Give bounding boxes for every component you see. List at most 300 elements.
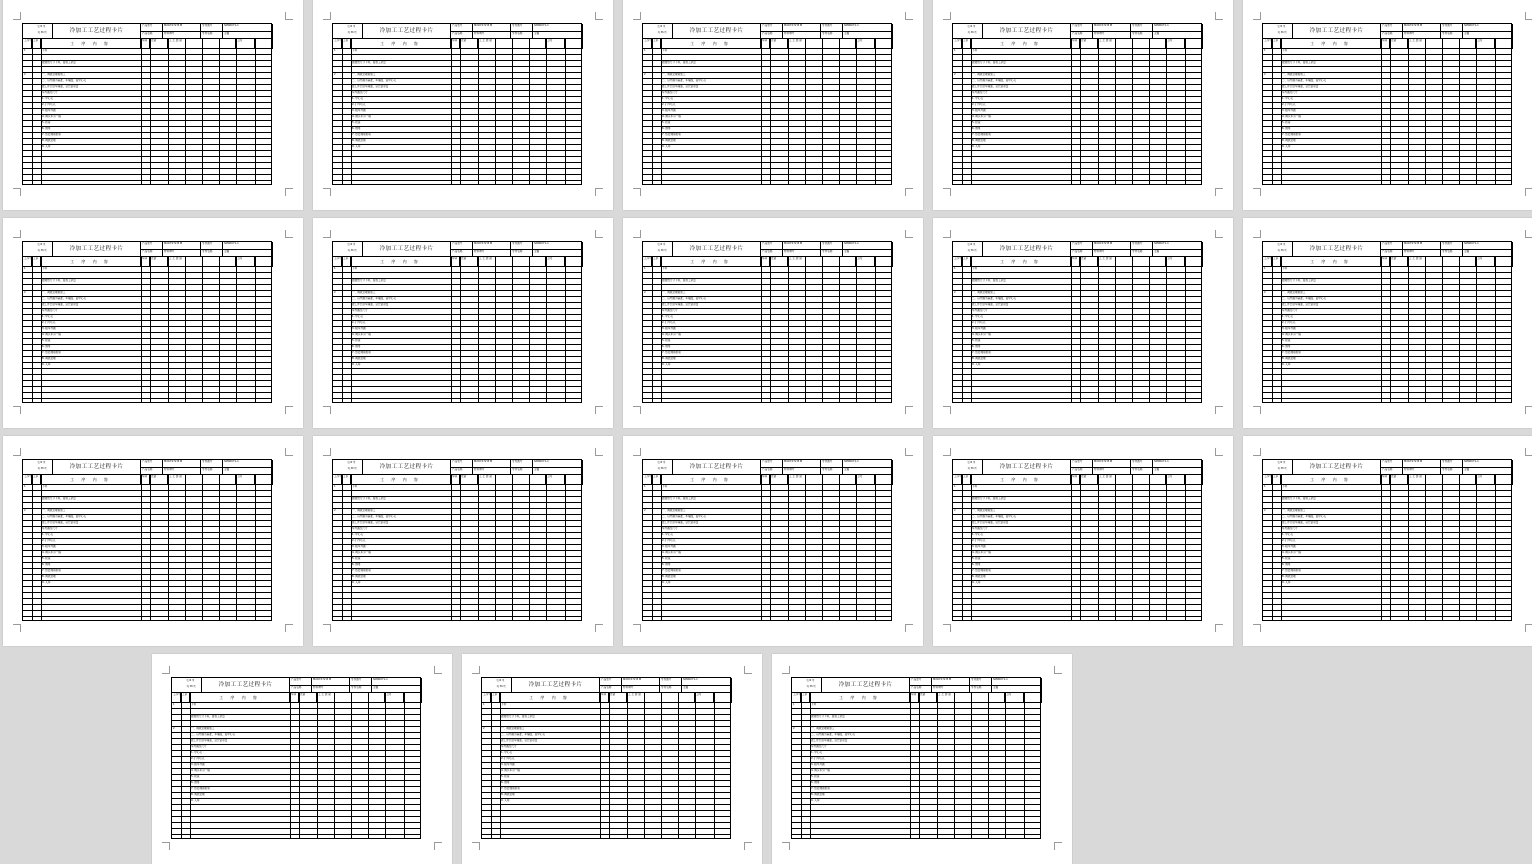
crop-mark [1525,624,1532,632]
process-content: 按图纸尺寸下料，留加工余量 [972,497,1006,501]
header-info-grid [451,24,583,39]
process-content: 6. 倒角 [972,345,981,349]
process-content: 6. 倒角 [352,563,361,567]
column-header-text: 工 序 内 容 [70,41,111,46]
column-header-cell [1272,257,1281,267]
header-field [1093,24,1131,32]
crop-mark [943,12,951,20]
header-field-text: 主轴 [1464,467,1470,471]
process-content: 按工件长度车端面，总长留余量 [662,521,699,525]
process-content: 车外圆至尺寸 [352,309,368,313]
header-field [312,678,350,686]
header-field-text: SM00071-1 [1154,242,1169,245]
header-field-text: 材料牌号 [784,467,795,471]
document-page[interactable] [623,436,923,646]
column-header-cell [770,257,788,267]
process-content: 7. 热处理前检验 [972,569,991,573]
card-header [1263,242,1511,257]
crop-mark [1215,12,1223,20]
process-number: 2 [644,73,646,77]
header-field [1463,460,1513,468]
process-content: 2. 打中心孔 [191,757,205,761]
process-content: 二、以外圆为基准，车端面，钻中心孔 [972,297,1017,301]
column-header-cell [333,39,342,49]
column-header-text: 工序号 [24,475,32,478]
process-content: 7. 热处理前检验 [42,133,61,137]
page-total-text: 共 36 页 [186,685,196,688]
header-field-text: 零件名称 [1132,249,1143,253]
column-header [172,693,420,703]
column-header-cell [1080,475,1098,485]
crop-mark [905,406,913,414]
header-field-text: MXO7272 B M [474,242,493,245]
process-content: 6. 倒角 [501,781,510,785]
document-page[interactable] [313,436,613,646]
column-header-cell [451,39,460,49]
process-content: 下料 [972,485,978,489]
header-field-text: 零件名称 [512,249,523,253]
document-page[interactable] [772,654,1072,864]
process-content: 8. 调质处理 [972,139,986,143]
card-header [953,242,1201,257]
crop-mark [744,666,752,674]
column-header-cell [460,39,478,49]
process-content: 按图纸尺寸下料，留加工余量 [501,715,535,719]
column-header-cell [23,475,32,485]
page-number-text: 第 N 页 [657,461,666,464]
header-info-grid [1381,460,1513,475]
column-header-text: 工时 [547,39,553,42]
process-content: 3. 粗车外圆 [1282,109,1296,113]
document-page[interactable] [623,218,923,428]
process-content: 车外圆至尺寸 [662,309,678,313]
process-content: 4. 调头车另一端 [501,769,520,773]
header-field-text: 材料牌号 [1404,249,1415,253]
header-field [600,678,622,686]
process-content: 下料 [1282,267,1288,271]
page-count-cell [643,242,673,257]
document-page[interactable] [313,218,613,428]
header-field-text: 产品名称 [762,31,773,35]
column-header [333,475,581,485]
column-header-text: 工 艺 装 备 [479,257,492,260]
column-header-cell [1263,475,1272,485]
page-total-text: 共 36 页 [347,467,357,470]
page-total-text: 共 36 页 [657,249,667,252]
crop-mark [595,406,603,414]
column-header-text: 工 序 内 容 [1310,259,1351,264]
process-content: 一、调质处理前加工 [1282,291,1306,295]
crop-mark [323,624,331,632]
column-header-text: 设备 [610,693,616,696]
process-content: 3. 粗车外圆 [1282,545,1296,549]
card-title: 冷加工工艺过程卡片 [999,245,1054,252]
crop-mark [905,12,913,20]
column-header-cell [333,475,342,485]
process-content: 1. 中心孔 [501,751,513,755]
column-header-text: 设备 [300,693,306,696]
header-field-text: MXO7272 B M [164,242,183,245]
process-content: 6. 倒角 [42,345,51,349]
process-content: 2. 打中心孔 [972,103,986,107]
header-field-text: 主轴 [373,685,379,689]
header-field [970,678,992,686]
column-header-cell [500,693,600,703]
header-field-text: 产品型号 [452,460,463,463]
header-field [223,468,273,476]
process-content: 二、以外圆为基准，车端面，钻中心孔 [662,79,707,83]
process-content: 7. 热处理前检验 [662,351,681,355]
page-total-text: 共 36 页 [967,31,977,34]
column-header-text: 工 艺 装 备 [1099,39,1112,42]
crop-mark [323,12,331,20]
process-content: 9. 入库 [42,363,51,367]
process-content: 3. 粗车外圆 [352,109,366,113]
process-content: 3. 粗车外圆 [1282,327,1296,331]
header-field-text: SM00071-1 [844,242,859,245]
process-card [332,459,582,621]
process-content: 1. 中心孔 [42,533,54,537]
document-page[interactable] [3,218,303,428]
header-field-text: 产品型号 [1072,460,1083,463]
header-field [511,242,533,250]
header-field-text: 主轴 [534,31,540,35]
crop-mark [595,12,603,20]
column-header-cell [1166,475,1185,485]
process-content: 6. 倒角 [1282,345,1291,349]
process-content: 按工件长度车端面，总长留余量 [662,85,699,89]
document-page[interactable] [623,0,923,210]
process-content: 二、以外圆为基准，车端面，钻中心孔 [972,79,1017,83]
process-content: 7. 热处理前检验 [1282,351,1301,355]
process-number: 1 [24,485,26,489]
column-header-text: 工 序 内 容 [70,477,111,482]
header-field [783,460,821,468]
header-field [163,468,201,476]
header-field-text: MXO7272 B M [1094,460,1113,463]
crop-mark [1525,188,1532,196]
document-page[interactable] [933,436,1233,646]
process-content: 5. 检查 [662,557,671,561]
process-content: 8. 调质处理 [1282,575,1296,579]
column-header-cell [643,39,652,49]
process-number: 2 [334,509,336,513]
document-page[interactable] [933,0,1233,210]
column-header-cell [290,693,299,703]
column-header-cell [32,39,41,49]
process-content: 1. 中心孔 [972,97,984,101]
header-field-text: 主轴 [1464,249,1470,253]
process-content: 7. 热处理前检验 [1282,133,1301,137]
card-title: 冷加工工艺过程卡片 [379,463,434,470]
process-content: 1. 中心孔 [811,751,823,755]
process-content: 一、调质处理前加工 [972,509,996,513]
document-page[interactable] [3,436,303,646]
document-page[interactable] [1243,436,1532,646]
process-content: 5. 检查 [1282,121,1291,125]
process-content: 9. 入库 [1282,145,1291,149]
process-number: 2 [1264,291,1266,295]
process-content: 一、调质处理前加工 [972,291,996,295]
header-field [163,242,201,250]
page-number-text: 第 N 页 [1277,243,1286,246]
process-content: 按工件长度车端面，总长留余量 [352,303,389,307]
header-field-text: 零件图号 [1442,24,1453,27]
page-number-text: 第 N 页 [186,679,195,682]
card-header [643,24,891,39]
process-content: 车外圆至尺寸 [42,91,58,95]
column-header [953,257,1201,267]
card-title-cell [512,678,600,693]
card-header [23,460,271,475]
document-page[interactable] [933,218,1233,428]
process-content: 5. 检查 [1282,339,1291,343]
process-content: 一、调质处理前加工 [352,291,376,295]
header-field [1463,250,1513,258]
header-field [201,250,223,258]
column-header [1263,475,1511,485]
column-header-text: 设备 [151,475,157,478]
header-field [533,468,583,476]
crop-mark [633,406,641,414]
process-content: 二、以外圆为基准，车端面，钻中心孔 [191,733,236,737]
process-content: 6. 倒角 [42,127,51,131]
page-count-cell [953,24,983,39]
column-header-cell [801,693,810,703]
card-title-cell [53,242,141,257]
process-content: 二、以外圆为基准，车端面，钻中心孔 [501,733,546,737]
process-content: 6. 倒角 [972,127,981,131]
process-steps [643,49,891,184]
column-header-cell [1071,39,1080,49]
process-content: 4. 调头车另一端 [662,551,681,555]
page-count-cell [23,24,53,39]
column-header-text: 工序号 [334,257,342,260]
column-header-text: 工序号 [644,257,652,260]
header-field-text: 产品名称 [911,685,922,689]
header-field-text: 主轴 [224,31,230,35]
column-header-cell [1166,39,1185,49]
process-content: 下料 [972,49,978,53]
process-content: 8. 调质处理 [662,357,676,361]
column-header-text: 工时 [1477,475,1483,478]
process-number: 1 [954,485,956,489]
process-content: 一、调质处理前加工 [42,73,66,77]
column-header-text: 工 序 内 容 [690,41,731,46]
card-title: 冷加工工艺过程卡片 [69,245,124,252]
process-content: 9. 入库 [972,363,981,367]
header-field [350,678,372,686]
column-header-text: 工序号 [24,257,32,260]
column-header-cell [1281,475,1381,485]
column-header-text: 工序号 [954,475,962,478]
header-field [451,32,473,40]
process-number: 1 [644,267,646,271]
header-field [1153,468,1203,476]
crop-mark [1253,12,1261,20]
column-header-cell [141,257,150,267]
page-count-cell [333,242,363,257]
header-field [1131,250,1153,258]
process-steps [643,267,891,402]
card-title-cell [1293,242,1381,257]
column-header-cell [1390,39,1408,49]
process-content: 3. 粗车外圆 [42,545,56,549]
header-field-text: 产品型号 [1072,242,1083,245]
process-content: 下料 [1282,485,1288,489]
header-field [821,250,843,258]
process-content: 4. 调头车另一端 [972,115,991,119]
process-card [22,241,272,403]
process-card [642,459,892,621]
process-content: 二、以外圆为基准，车端面，钻中心孔 [1282,79,1327,83]
column-header-text: 工 艺 装 备 [1409,257,1422,260]
page-number-text: 第 N 页 [347,243,356,246]
header-field-text: 零件图号 [512,460,523,463]
process-steps [953,49,1201,184]
column-header-text: 工 艺 装 备 [938,693,951,696]
column-header-cell [150,39,168,49]
page-total-text: 共 36 页 [37,31,47,34]
column-header-text: 工序号 [483,693,491,696]
process-content: 3. 粗车外圆 [42,109,56,113]
header-field-text: 主轴 [993,685,999,689]
header-field-text: 产品名称 [762,467,773,471]
column-header-text: 工 艺 装 备 [169,475,182,478]
header-field [451,24,473,32]
crop-mark [323,230,331,238]
column-header-cell [460,257,478,267]
card-header [482,678,730,693]
column-header-text: 工时 [696,693,702,696]
header-field [1403,242,1441,250]
process-content: 5. 检查 [972,339,981,343]
column-header-text: 设备 [461,475,467,478]
process-content: 6. 倒角 [42,563,51,567]
header-field [223,460,273,468]
column-header-cell [1390,475,1408,485]
header-field [910,686,932,694]
page-number-text: 第 N 页 [1277,461,1286,464]
column-header-text: 车间 [452,257,458,260]
crop-mark [633,12,641,20]
process-content: 按工件长度车端面，总长留余量 [811,739,848,743]
process-content: 9. 入库 [1282,581,1291,585]
process-content: 下料 [662,485,668,489]
document-page[interactable] [1243,0,1532,210]
header-field [761,468,783,476]
table-row [333,181,581,187]
column-header-text: 车间 [1382,257,1388,260]
header-field-text: 产品名称 [1382,249,1393,253]
process-content: 车外圆至尺寸 [972,309,988,313]
header-field [783,250,821,258]
crop-mark [1525,12,1532,20]
header-field [660,678,682,686]
column-header-cell [150,475,168,485]
card-header [1263,460,1511,475]
header-field-text: 零件名称 [351,685,362,689]
process-steps [1263,485,1511,620]
column-header-text: 工步 [653,39,659,42]
card-header [643,242,891,257]
header-field [533,24,583,32]
crop-mark [285,624,293,632]
process-content: 按工件长度车端面，总长留余量 [42,521,79,525]
column-header-text: 工时 [547,257,553,260]
document-page[interactable] [3,0,303,210]
card-header [953,24,1201,39]
table-row [1263,181,1511,187]
process-card [332,241,582,403]
column-header [792,693,1040,703]
header-field-text: 产品型号 [142,24,153,27]
page-total-text: 共 36 页 [1277,467,1287,470]
process-content: 下料 [662,49,668,53]
header-field-text: 产品名称 [1072,31,1083,35]
header-field [1381,24,1403,32]
column-header [23,475,271,485]
process-card [481,677,731,839]
card-title-cell [673,24,761,39]
process-steps [23,485,271,620]
header-info-grid [910,678,1042,693]
header-field [1131,468,1153,476]
process-content: 7. 热处理前检验 [352,569,371,573]
card-title-cell [202,678,290,693]
header-field-text: SM00071-1 [844,24,859,27]
process-steps [792,703,1040,838]
column-header-text: 工 艺 装 备 [1409,475,1422,478]
column-header-cell [1495,257,1513,267]
column-header-text: 工步 [33,257,39,260]
header-info-grid [1071,242,1203,257]
column-header-cell [714,693,732,703]
column-header-cell [1476,39,1495,49]
page-count-cell [23,242,53,257]
process-content: 车外圆至尺寸 [972,527,988,531]
page-total-text: 共 36 页 [37,467,47,470]
process-content: 4. 调头车另一端 [811,769,830,773]
document-page[interactable] [462,654,762,864]
header-field [511,32,533,40]
process-content: 7. 热处理前检验 [352,133,371,137]
header-field-text: 材料牌号 [623,685,634,689]
header-field [682,678,732,686]
column-header-cell [652,39,661,49]
header-field-text: 材料牌号 [784,249,795,253]
header-field [1441,460,1463,468]
document-page[interactable] [152,654,452,864]
header-field [1071,24,1093,32]
column-header-text: 工步 [653,257,659,260]
process-content: 二、以外圆为基准，车端面，钻中心孔 [662,515,707,519]
column-header-cell [333,257,342,267]
column-header-text: 工步 [802,693,808,696]
process-number: 1 [173,703,175,707]
document-page[interactable] [1243,218,1532,428]
process-content: 8. 调质处理 [972,575,986,579]
table-row [333,399,581,405]
crop-mark [285,230,293,238]
column-header-text: 工 序 内 容 [839,695,880,700]
table-row [953,399,1201,405]
header-field-text: 产品型号 [1072,24,1083,27]
document-page[interactable] [313,0,613,210]
header-field-text: 产品型号 [762,242,773,245]
column-header [1263,39,1511,49]
crop-mark [943,448,951,456]
